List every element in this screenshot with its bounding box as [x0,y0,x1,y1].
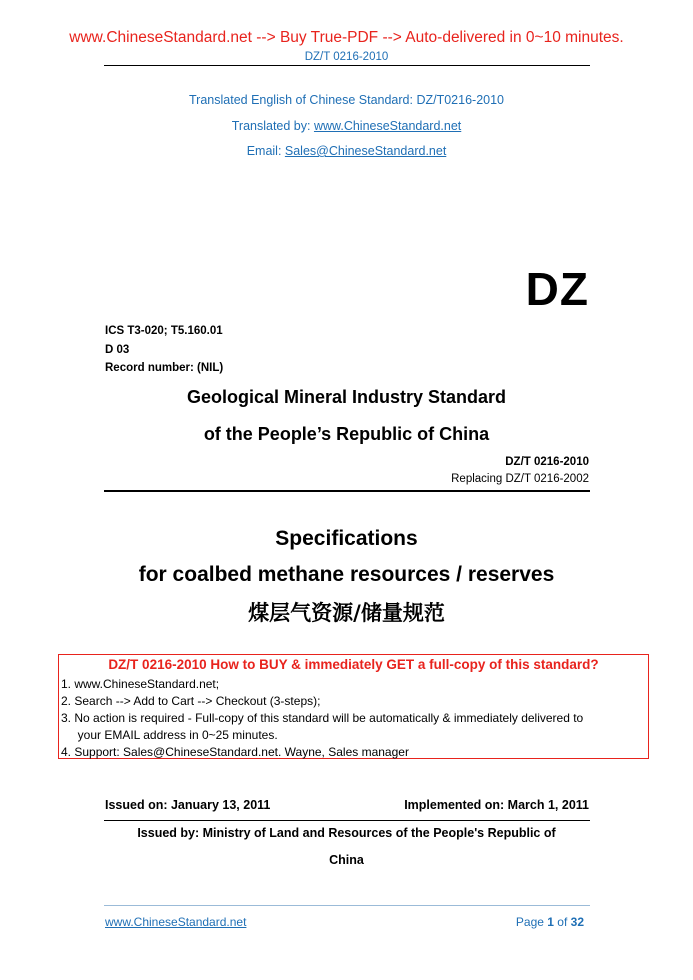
spec-title-line2: for coalbed methane resources / reserves [138,563,555,586]
header-divider [104,65,590,66]
email-label: Email: [246,144,285,158]
implemented-date: Implemented on: March 1, 2011 [404,798,589,812]
purchase-step[interactable]: 1. www.ChineseStandard.net; [61,677,220,691]
issuer-divider [104,820,590,821]
spec-title-chinese: 煤层气资源/储量规范 [248,601,445,625]
purchase-step: your EMAIL address in 0~25 minutes. [61,728,278,742]
spec-title-line1: Specifications [275,527,418,550]
replacing-standard: Replacing DZ/T 0216-2002 [451,473,589,485]
issuer-line2: China [329,853,364,867]
top-banner[interactable]: www.ChineseStandard.net --> Buy True-PDF --> Auto-delivered in 0~10 minutes. [69,29,624,46]
title-divider [104,490,590,492]
purchase-step: 3. No action is required - Full-copy of this standard will be automatically & immediately delivered to [61,711,584,725]
footer-link[interactable]: www.ChineseStandard.net [105,915,247,929]
standard-title-line2: of the People’s Republic of China [203,424,490,444]
issuer-line1: Issued by: Ministry of Land and Resources of the People's Republic of [137,826,556,840]
footer-divider [104,905,590,906]
ics-code: ICS T3-020; T5.160.01 [105,325,223,337]
dz-logo: DZ [525,263,589,315]
standard-number: DZ/T 0216-2010 [505,456,589,468]
purchase-step: 2. Search --> Add to Cart --> Checkout (3-steps); [61,694,321,708]
page-number: 1 [547,915,554,929]
page-total: 32 [570,915,584,929]
purchase-steps-list [61,676,583,761]
purchase-step: 4. Support: Sales@ChineseStandard.net. Wayne, Sales manager [61,745,409,759]
translator-link[interactable]: www.ChineseStandard.net [313,119,462,133]
header-standard-code: DZ/T 0216-2010 [304,51,389,63]
classification-code: D 03 [105,344,130,356]
issued-date: Issued on: January 13, 2011 [105,798,271,812]
translated-by-line [0,119,693,133]
record-number: Record number: (NIL) [105,362,224,374]
translation-title: Translated English of Chinese Standard: DZ/T0216-2010 [189,93,504,107]
translated-by-label: Translated by: [231,119,314,133]
page-label: Page [515,915,548,929]
email-link[interactable]: Sales@ChineseStandard.net [284,144,447,158]
purchase-heading: DZ/T 0216-2010 How to BUY & immediately GET a full-copy of this standard? [108,657,599,672]
standard-title-line1: Geological Mineral Industry Standard [186,387,507,407]
page-of: of [553,915,571,929]
page-indicator [516,915,584,929]
email-line [0,144,693,158]
purchase-info-box [58,654,649,759]
